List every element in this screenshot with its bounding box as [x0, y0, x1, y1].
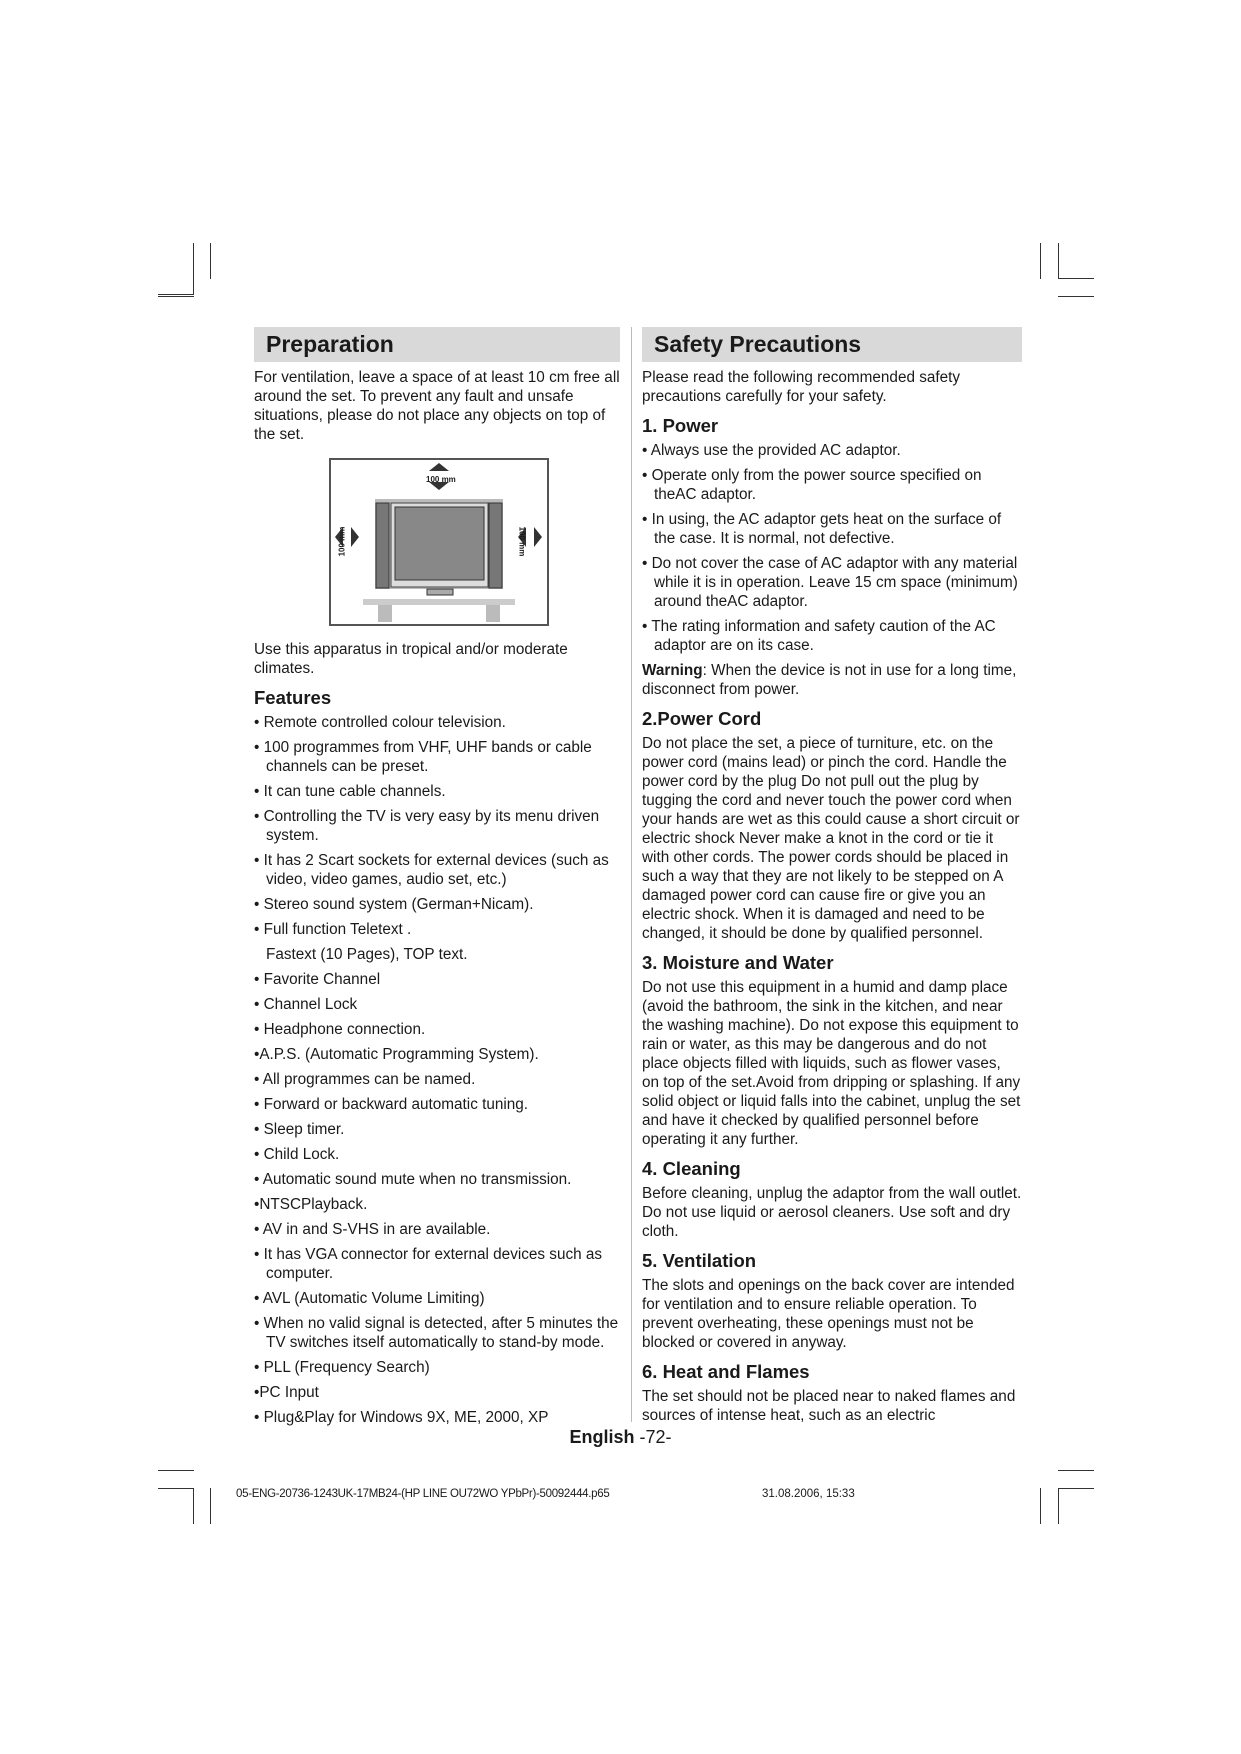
features-heading: Features: [254, 687, 332, 708]
clearance-right-label: 100 mm: [517, 526, 527, 557]
ventilation-heading: 5. Ventilation: [642, 1250, 757, 1271]
list-item: •NTSCPlayback.: [254, 1196, 368, 1213]
crop-mark: [1058, 243, 1059, 279]
list-item: • Remote controlled colour television.: [254, 714, 506, 731]
list-item: • Stereo sound system (German+Nicam).: [254, 896, 534, 913]
crop-mark: [158, 296, 194, 297]
list-item: • All programmes can be named.: [254, 1071, 476, 1088]
warning-label: Warning: [642, 662, 703, 679]
crop-mark: [1058, 1488, 1094, 1489]
heat-heading: 6. Heat and Flames: [642, 1361, 810, 1382]
ventilation-text: The slots and openings on the back cover are intended for ventilation and to ensure reliable operation. To prevent overheating, these openings must not be blocked or covered in anyway.: [642, 1277, 1015, 1351]
list-item: • The rating information and safety caution of the AC adaptor are on its case.: [642, 618, 996, 654]
list-item: •PC Input: [254, 1384, 319, 1401]
list-item: •A.P.S. (Automatic Programming System).: [254, 1046, 539, 1063]
crop-mark: [193, 243, 194, 295]
list-item: • Operate only from the power source specified on theAC adaptor.: [642, 467, 982, 503]
list-item: • PLL (Frequency Search): [254, 1359, 430, 1376]
preparation-intro: For ventilation, leave a space of at least 10 cm free all around the set. To prevent any fault and unsafe situations, please do not place any objects on top of the set.: [254, 369, 620, 443]
heat-text: The set should not be placed near to naked flames and sources of intense heat, such as an electric: [642, 1388, 1016, 1424]
file-name: 05-ENG-20736-1243UK-17MB24-(HP LINE OU72WO YPbPr)-50092444.p65: [236, 1488, 610, 1500]
warning-note: [642, 661, 1022, 699]
power-list: [642, 441, 1022, 655]
crop-mark: [1058, 1470, 1094, 1471]
moisture-heading: 3. Moisture and Water: [642, 952, 834, 973]
crop-mark: [1040, 1488, 1041, 1524]
moisture-text: Do not use this equipment in a humid and damp place (avoid the bathroom, the sink in the kitchen, and near the washing machine). Do not expose this equipment to rain or water, as this may be dangerous and do not place objects filled with liquids, such as flower vases, on top of the set.Avoid from dripping or splashing. If any solid object or liquid falls into the cabinet, unplug the set and have it checked by qualified personnel before operating it any further.: [642, 979, 1021, 1148]
list-item: • Always use the provided AC adaptor.: [642, 442, 901, 459]
list-item: • When no valid signal is detected, after 5 minutes the TV switches itself automatically to stand-by mode.: [254, 1315, 619, 1351]
column-divider: [631, 327, 632, 1422]
cleaning-text: Before cleaning, unplug the adaptor from the wall outlet. Do not use liquid or aerosol cleaners. Use soft and dry cloth.: [642, 1185, 1022, 1240]
tv-clearance-figure: [329, 458, 549, 626]
list-item: • Sleep timer.: [254, 1121, 345, 1138]
list-item: • It has VGA connector for external devices such as computer.: [254, 1246, 603, 1282]
cleaning-heading: 4. Cleaning: [642, 1158, 741, 1179]
list-item: • Favorite Channel: [254, 971, 381, 988]
list-item: • It can tune cable channels.: [254, 783, 446, 800]
crop-mark: [210, 243, 211, 279]
power-cord-text: Do not place the set, a piece of turniture, etc. on the power cord (mains lead) or pinch the cord. Handle the power cord by the plug Do not pull out the plug by tugging the cord and never touch the power cord when your hands are wet as this could cause a short circuit or electric shock Never make a knot in the cord or tie it with other cords. The power cords should be placed in such a way that they are not likely to be stepped on A damaged power cord can cause fire or give you an electric shock. When it is damaged and need to be changed, it should be done by qualified personnel.: [642, 735, 1020, 942]
list-item: • Forward or backward automatic tuning.: [254, 1096, 529, 1113]
crop-mark: [158, 1470, 194, 1471]
page-number: [0, 1427, 1241, 1448]
power-cord-heading: 2.Power Cord: [642, 708, 762, 729]
right-column: [642, 327, 1022, 1427]
preparation-heading: Preparation: [254, 327, 620, 362]
crop-mark: [1058, 1488, 1059, 1524]
page-label: -72-: [634, 1427, 672, 1447]
list-item: • 100 programmes from VHF, UHF bands or cable channels can be preset.: [254, 739, 592, 775]
clearance-top-label: 100 mm: [426, 475, 456, 484]
power-heading: 1. Power: [642, 415, 719, 436]
safety-heading: Safety Precautions: [642, 327, 1022, 362]
print-date: 31.08.2006, 15:33: [762, 1488, 855, 1500]
list-item: • Automatic sound mute when no transmission.: [254, 1171, 572, 1188]
safety-intro: Please read the following recommended safety precautions carefully for your safety.: [642, 369, 961, 405]
left-column: [254, 327, 620, 1433]
climate-note: Use this apparatus in tropical and/or moderate climates.: [254, 641, 568, 677]
list-item: • Full function Teletext .: [254, 921, 412, 938]
list-item: Fastext (10 Pages), TOP text.: [266, 946, 468, 963]
list-item: • Controlling the TV is very easy by its menu driven system.: [254, 808, 600, 844]
list-item: • In using, the AC adaptor gets heat on the surface of the case. It is normal, not defective.: [642, 511, 1002, 547]
crop-mark: [1040, 243, 1041, 279]
list-item: • Headphone connection.: [254, 1021, 426, 1038]
crop-mark: [158, 294, 194, 295]
list-item: • Child Lock.: [254, 1146, 340, 1163]
language-label: English: [569, 1427, 635, 1447]
clearance-left-label: 100 mm: [337, 526, 347, 557]
features-list: [254, 713, 620, 1427]
list-item: • AV in and S-VHS in are available.: [254, 1221, 491, 1238]
list-item: • Do not cover the case of AC adaptor with any material while it is in operation. Leave 15 cm space (minimum) around theAC adaptor.: [642, 555, 1018, 610]
crop-mark: [193, 1488, 194, 1524]
crop-mark: [1058, 296, 1094, 297]
list-item: • It has 2 Scart sockets for external devices (such as video, video games, audio set, etc.): [254, 852, 609, 888]
warning-text: : When the device is not in use for a long time, disconnect from power.: [642, 662, 1017, 698]
crop-mark: [210, 1488, 211, 1524]
list-item: • Plug&Play for Windows 9X, ME, 2000, XP: [254, 1409, 549, 1426]
crop-mark: [158, 1488, 194, 1489]
list-item: • Channel Lock: [254, 996, 358, 1013]
list-item: • AVL (Automatic Volume Limiting): [254, 1290, 485, 1307]
crop-mark: [1058, 278, 1094, 279]
